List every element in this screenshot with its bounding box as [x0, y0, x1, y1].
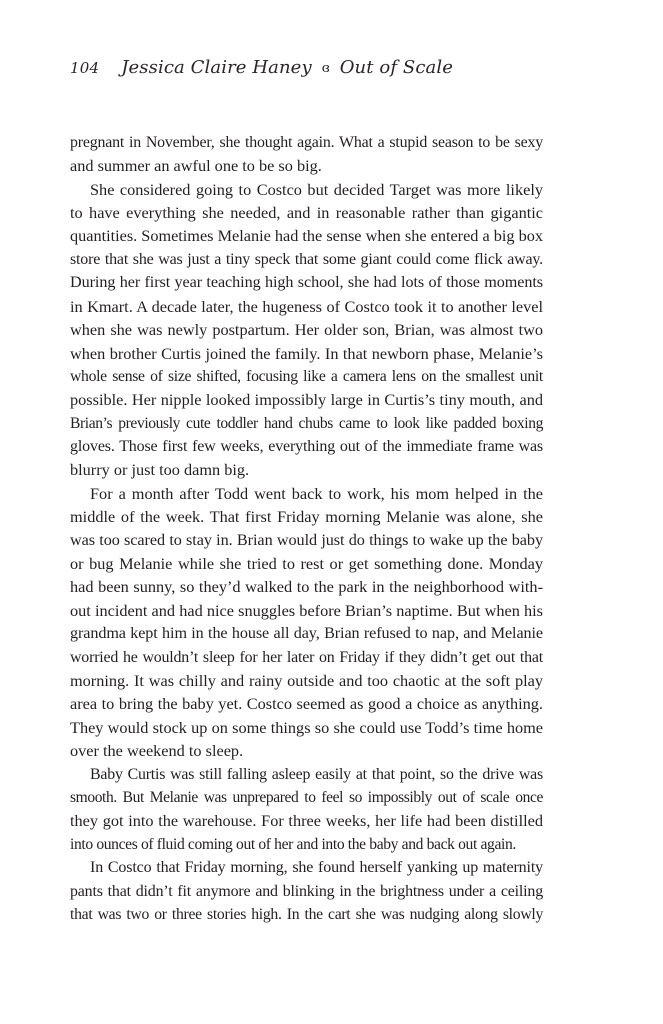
text-line: area to bring the baby yet. Costco seemed as good a choice as anything.	[70, 694, 543, 714]
text-line: pants that didn’t fit anymore and blinking in the brightness under a ceiling	[70, 882, 543, 900]
text-line: possible. Her nipple looked impossibly large in Curtis’s tiny mouth, and	[70, 390, 543, 410]
paragraph	[70, 856, 543, 926]
text-line: out incident and had nice snuggles before Brian’s naptime. But when his	[70, 600, 543, 620]
fleuron-ornament-icon: ɞ	[321, 61, 330, 76]
text-line: For a month after Todd went back to work, his mom helped in the	[90, 483, 543, 503]
text-line: they got into the warehouse. For three weeks, her life had been distilled	[70, 811, 543, 831]
text-line: pregnant in November, she thought again. What a stupid season to be sexy	[70, 134, 543, 151]
text-line: She considered going to Costco but decided Target was more likely	[90, 179, 543, 199]
text-line: when she was newly postpartum. Her older son, Brian, was almost two	[70, 320, 543, 340]
running-head	[70, 57, 453, 83]
text-line: or bug Melanie while she tried to rest or get something done. Monday	[70, 554, 543, 574]
text-line: had been sunny, so they’d walked to the park in the neighborhood with-	[70, 577, 543, 597]
text-line: middle of the week. That first Friday morning Melanie was alone, she	[70, 507, 543, 527]
text-line: Baby Curtis was still falling asleep easily at that point, so the drive was	[90, 765, 543, 783]
text-line: worried he wouldn’t sleep for her later on Friday if they didn’t get out that	[70, 648, 543, 666]
text-line: morning. It was chilly and rainy outside and too chaotic at the soft play	[70, 670, 543, 690]
text-line: was too scared to stay in. Brian would just do things to wake up the baby	[70, 530, 543, 549]
text-line: over the weekend to sleep.	[70, 741, 244, 761]
text-line: in Kmart. A decade later, the hugeness of Costco took it to another level	[70, 296, 543, 316]
paragraph	[70, 482, 543, 763]
running-head-author: Jessica Claire Haney	[121, 57, 312, 78]
text-line: and summer an awful one to be so big.	[70, 156, 322, 176]
paragraph	[70, 131, 543, 178]
text-line: blurry or just too damn big.	[70, 460, 250, 480]
text-line: In Costco that Friday morning, she found herself yanking up maternity	[90, 859, 543, 877]
text-line: smooth. But Melanie was unprepared to feel so impossibly out of scale once	[70, 788, 543, 806]
running-head-book-title: Out of Scale	[339, 57, 453, 78]
paragraph	[70, 763, 543, 857]
text-line: to have everything she needed, and in reasonable rather than gigantic	[70, 203, 543, 223]
text-line: During her first year teaching high school, she had lots of those moments	[70, 274, 543, 292]
paragraph	[70, 178, 543, 482]
text-line: that was two or three stories high. In the cart she was nudging along slowly	[70, 905, 543, 923]
text-line: quantities. Sometimes Melanie had the sense when she entered a big box	[70, 226, 543, 245]
text-line: store that she was just a tiny speck that some giant could come flick away.	[70, 250, 543, 268]
body-text	[70, 131, 543, 926]
page-number: 104	[70, 59, 100, 77]
text-line: They would stock up on some things so she could use Todd’s time home	[70, 717, 543, 737]
text-line: Brian’s previously cute toddler hand chubs came to look like padded boxing	[70, 414, 543, 432]
text-line: when brother Curtis joined the family. In that newborn phase, Melanie’s	[70, 343, 543, 363]
text-line: into ounces of fluid coming out of her and into the baby and back out again.	[70, 835, 516, 853]
text-line: whole sense of size shifted, focusing like a camera lens on the smallest unit	[70, 367, 543, 385]
text-line: gloves. Those first few weeks, everything out of the immediate frame was	[70, 438, 543, 456]
text-line: grandma kept him in the house all day, Brian refused to nap, and Melanie	[70, 625, 543, 643]
